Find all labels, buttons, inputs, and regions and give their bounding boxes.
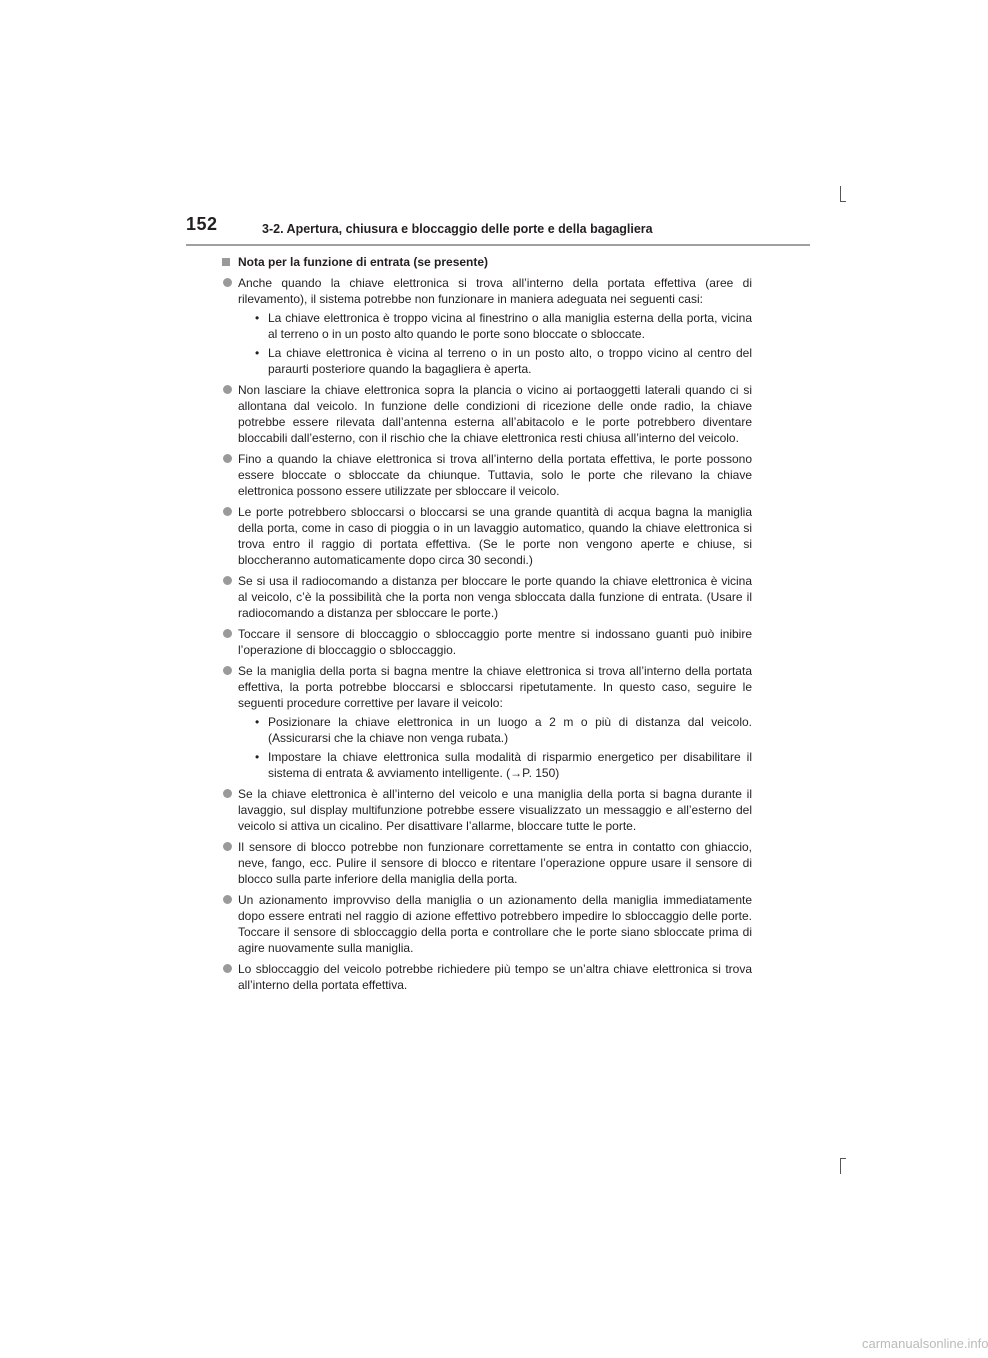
item-text: Se la maniglia della porta si bagna mentre la chiave elettronica si trova all’interno della portata effettiva, la porta potrebbe bloccarsi e sbloccarsi ripetutamente. In questo caso, seguire le seguenti procedure correttive per lavare il veicolo: [238, 664, 752, 710]
list-item [222, 663, 752, 781]
note-heading [222, 254, 752, 270]
watermark-text: carmanualsonline.info [862, 1336, 988, 1351]
circle-bullet-icon [223, 789, 232, 798]
sub-item-text: Impostare la chiave elettronica sulla modalità di risparmio energetico per disabilitare il sistema di entrata & avviamento intelligente. (→P. 150) [268, 750, 752, 780]
item-text: Le porte potrebbero sbloccarsi o bloccarsi se una grande quantità di acqua bagna la maniglia della porta, come in caso di pioggia o in un lavaggio automatico, quando la chiave elettronica si trova entro il raggio di portata effettiva. (Se le porte non vengono aperte e chiuse, si bloccheranno automaticamente dopo circa 30 secondi.) [238, 505, 752, 567]
circle-bullet-icon [223, 895, 232, 904]
list-item [222, 451, 752, 499]
circle-bullet-icon [223, 629, 232, 638]
circle-bullet-icon [223, 842, 232, 851]
crop-mark-bottom-right-vertical [840, 1158, 841, 1174]
item-text: Se si usa il radiocomando a distanza per bloccare le porte quando la chiave elettronica è vicina al veicolo, c’è la possibilità che la porta non venga sbloccata dalla funzione di entrata. (Usare il radiocomando a distanza per sbloccare le porte.) [238, 574, 752, 620]
item-text: Un azionamento improvviso della maniglia o un azionamento della maniglia immediatamente dopo essere entrati nel raggio di azione effettivo potrebbero impedire lo sbloccaggio delle porte. Toccare il sensore di sbloccaggio della porta e controllare che le porte siano sbloccate prima di agire nuovamente sulla maniglia. [238, 893, 752, 955]
list-item [222, 961, 752, 993]
item-text: Lo sbloccaggio del veicolo potrebbe richiedere più tempo se un’altra chiave elettronica si trova all’interno della portata effettiva. [238, 962, 752, 992]
item-text: Toccare il sensore di bloccaggio o sbloccaggio porte mentre si indossano guanti può inibire l’operazione di bloccaggio o sbloccaggio. [238, 627, 752, 657]
item-text: Se la chiave elettronica è all’interno del veicolo e una maniglia della porta si bagna durante il lavaggio, sul display multifunzione potrebbe essere visualizzato un messaggio e all’esterno del veicolo si attiva un cicalino. Per disattivare l’allarme, bloccare tutte le porte. [238, 787, 752, 833]
list-item [222, 382, 752, 446]
circle-bullet-icon [223, 454, 232, 463]
heading-text: Nota per la funzione di entrata (se presente) [238, 255, 489, 269]
header-rule [186, 244, 810, 246]
circle-bullet-icon [223, 385, 232, 394]
list-item [222, 573, 752, 621]
dot-bullet-icon: • [255, 750, 260, 764]
crop-mark-top-right-tick [840, 201, 846, 202]
circle-bullet-icon [223, 278, 232, 287]
item-text: Fino a quando la chiave elettronica si trova all’interno della portata effettiva, le porte possono essere bloccate o sbloccate da chiunque. Tuttavia, solo le porte che rilevano la chiave elettronica possono essere utilizzate per sbloccare il veicolo. [238, 452, 752, 498]
item-text: Non lasciare la chiave elettronica sopra la plancia o vicino ai portaoggetti laterali quando ci si allontana dal veicolo. In funzione delle condizioni di ricezione delle onde radio, la chiave potrebbe essere rilevata dall’antenna esterna all’abitacolo e le porte potrebbero diventare bloccabili dall’esterno, con il rischio che la chiave elettronica resti chiusa all’interno del veicolo. [238, 383, 752, 445]
note-content [222, 254, 752, 998]
section-title: 3-2. Apertura, chiusura e bloccaggio delle porte e della bagagliera [262, 222, 653, 236]
list-item [222, 892, 752, 956]
dot-bullet-icon: • [255, 715, 260, 729]
dot-bullet-icon: • [255, 311, 260, 325]
sub-item-text: La chiave elettronica è troppo vicina al finestrino o alla maniglia esterna della porta, vicina al terreno o in un posto alto quando le porte sono bloccate o sbloccate. [268, 311, 752, 341]
sub-list-item [238, 345, 752, 377]
circle-bullet-icon [223, 576, 232, 585]
sub-item-text: Posizionare la chiave elettronica in un luogo a 2 m o più di distanza dal veicolo. (Assicurarsi che la chiave non venga rubata.) [268, 715, 752, 745]
sub-list-item [238, 714, 752, 746]
list-item [222, 626, 752, 658]
circle-bullet-icon [223, 666, 232, 675]
page-header [186, 214, 810, 246]
sub-list-item [238, 749, 752, 781]
circle-bullet-icon [223, 507, 232, 516]
circle-bullet-icon [223, 964, 232, 973]
sub-item-text: La chiave elettronica è vicina al terreno o in un posto alto, o troppo vicino al centro del paraurti posteriore quando la bagagliera è aperta. [268, 346, 752, 376]
sub-list-item [238, 310, 752, 342]
dot-bullet-icon: • [255, 346, 260, 360]
page-number: 152 [186, 214, 218, 234]
list-item [222, 839, 752, 887]
square-bullet-icon [222, 258, 230, 266]
list-item [222, 504, 752, 568]
list-item [222, 786, 752, 834]
item-text: Anche quando la chiave elettronica si trova all’interno della portata effettiva (aree di rilevamento), il sistema potrebbe non funzionare in maniera adeguata nei seguenti casi: [238, 276, 752, 306]
crop-mark-top-right-vertical [840, 186, 841, 202]
crop-mark-bottom-right-tick [840, 1158, 846, 1159]
list-item [222, 275, 752, 377]
item-text: Il sensore di blocco potrebbe non funzionare correttamente se entra in contatto con ghiaccio, neve, fango, ecc. Pulire il sensore di blocco e ritentare l’operazione oppure usare il sensore di blocco sulla parte inferiore della maniglia della porta. [238, 840, 752, 886]
